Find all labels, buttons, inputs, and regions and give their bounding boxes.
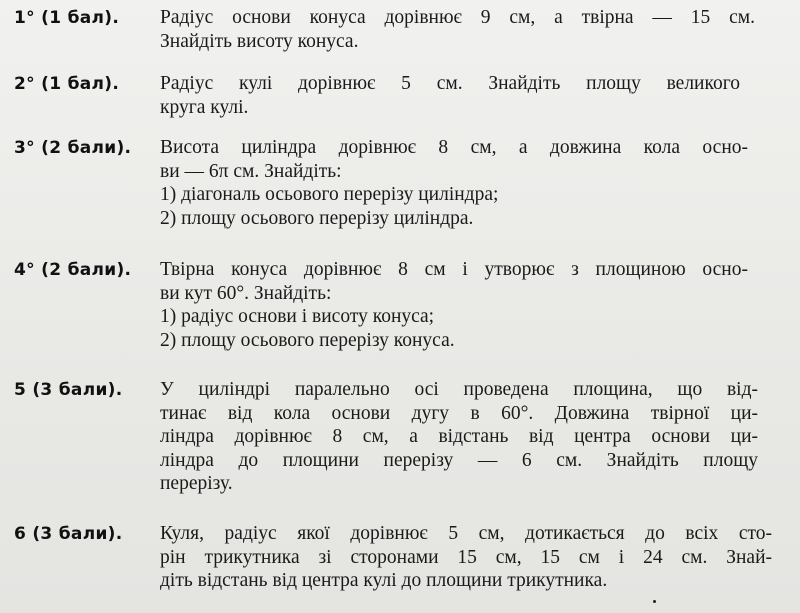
- task-line: рін трикутника зі сторонами 15 см, 15 см і 24 см. Знай-: [160, 546, 772, 568]
- task-line: 1) діагональ осьового перерізу циліндра;: [160, 184, 499, 205]
- print-speck: [653, 600, 656, 603]
- task-line: круга кулі.: [160, 96, 249, 118]
- task-2-label: 2° (1 бал).: [14, 74, 120, 94]
- task-line: ліндра до площини перерізу — 6 см. Знайдіть площу: [160, 449, 758, 471]
- task-1-label: 1° (1 бал).: [14, 8, 120, 28]
- task-line: перерізу.: [160, 473, 233, 494]
- task-line: тинає від кола основи дугу в 60°. Довжина твірної ци-: [160, 402, 758, 424]
- task-5-text: [160, 378, 758, 496]
- task-line: Знайдіть висоту конуса.: [160, 30, 359, 52]
- task-6-text: [160, 522, 772, 593]
- task-line: Висота циліндра дорівнює 8 см, а довжина кола осно-: [160, 137, 748, 158]
- task-5-label: 5 (3 бали).: [14, 380, 123, 400]
- task-line: діть відстань від центра кулі до площини трикутника.: [160, 570, 608, 591]
- task-line: ліндра дорівнює 8 см, а відстань від центра основи ци-: [160, 426, 758, 447]
- task-line: У циліндрі паралельно осі проведена площина, що від-: [160, 379, 758, 400]
- task-line: ви кут 60°. Знайдіть:: [160, 282, 332, 304]
- task-line: Радіус основи конуса дорівнює 9 см, а твірна — 15 см.: [160, 7, 755, 28]
- task-3-text: [160, 136, 748, 230]
- task-line: 1) радіус основи і висоту конуса;: [160, 306, 435, 327]
- task-6-label: 6 (3 бали).: [14, 524, 123, 544]
- task-line: ви — 6π см. Знайдіть:: [160, 160, 342, 182]
- task-line: 2) площу осьового перерізу циліндра.: [160, 207, 474, 229]
- task-line: 2) площу осьового перерізу конуса.: [160, 329, 455, 351]
- task-3-label: 3° (2 бали).: [14, 138, 132, 158]
- task-1-text: [160, 6, 755, 53]
- task-line: Куля, радіус якої дорівнює 5 см, дотикається до всіх сто-: [160, 523, 772, 544]
- task-4-label: 4° (2 бали).: [14, 260, 132, 280]
- task-4-text: [160, 258, 748, 352]
- task-line: Твірна конуса дорівнює 8 см і утворює з площиною осно-: [160, 259, 748, 280]
- task-2-text: [160, 72, 740, 119]
- task-line: Радіус кулі дорівнює 5 см. Знайдіть площу великого: [160, 73, 740, 94]
